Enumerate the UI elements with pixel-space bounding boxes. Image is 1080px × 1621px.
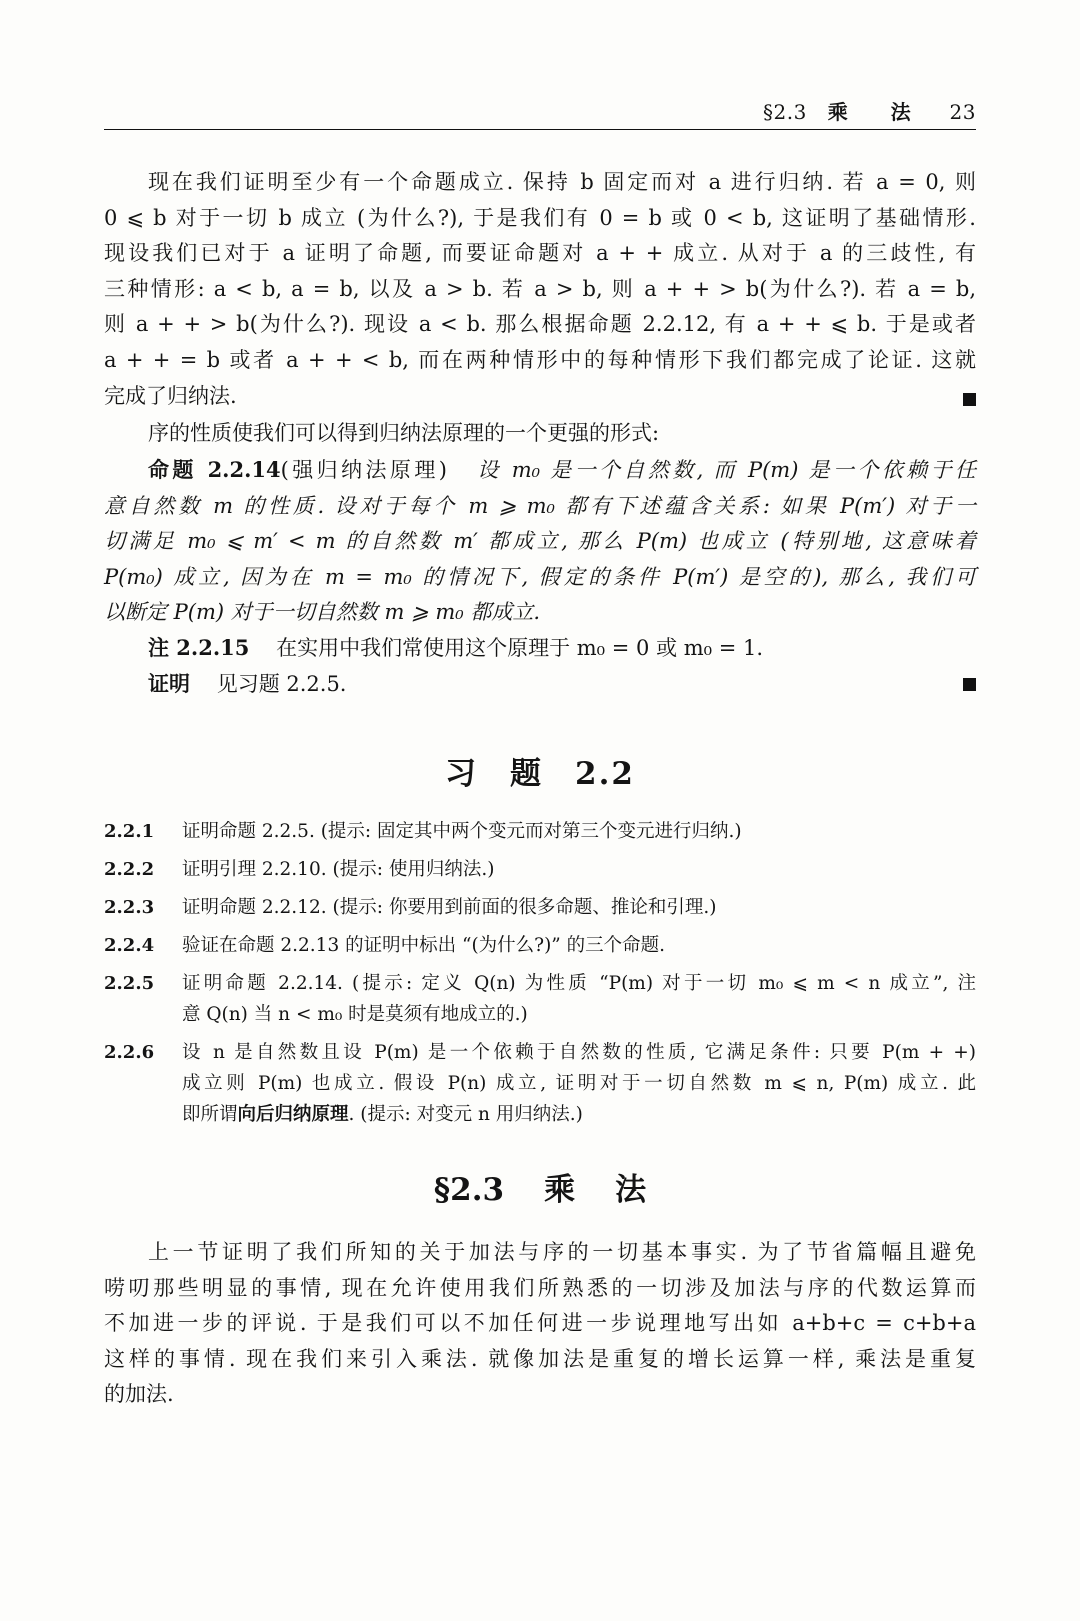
text-line: 三种情形: a < b, a = b, 以及 a > b. 若 a > b, 则 a + + > b(为什么?). 若 a = b, [104, 276, 976, 301]
exercise-item [104, 930, 976, 961]
qed-mark [963, 393, 976, 406]
text-line: 证明引理 2.2.10. (提示: 使用归纳法.) [182, 859, 495, 880]
text-line: 唠叨那些明显的事情, 现在允许使用我们所熟悉的一切涉及加法与序的代数运算而 [104, 1275, 976, 1300]
exercise-item [104, 854, 976, 885]
exercise-item [104, 968, 976, 1030]
section-number: §2.3 [433, 1172, 505, 1208]
exercise-number: 2.2.1 [104, 821, 155, 842]
text-line: 切满足 m₀ ⩽ m′ < m 的自然数 m′ 都成立, 那么 P(m) 也成立 (特别地, 这意味着 [104, 529, 976, 554]
remark-label: 注 2.2.15 [148, 635, 250, 660]
text-line: 意 Q(n) 当 n < m₀ 时是莫须有地成立的.) [182, 1004, 528, 1025]
section-intro-paragraph [104, 1235, 976, 1413]
strong-induction-intro [104, 416, 976, 452]
text-line: 证明命题 2.2.14. (提示: 定义 Q(n) 为性质 “P(m) 对于一切 m₀ ⩽ m < n 成立”, 注 [182, 973, 976, 994]
proposition-label: 命题 2.2.14 [148, 457, 281, 482]
page-number: 23 [949, 100, 976, 124]
section-title-char: 乘 [544, 1172, 576, 1208]
qed-mark [963, 678, 976, 691]
proof-text: 见习题 2.2.5. [216, 672, 347, 696]
text-line: 完成了归纳法. [104, 383, 237, 408]
text-line: 0 ⩽ b 对于一切 b 成立 (为什么?), 于是我们有 0 = b 或 0 < b, 这证明了基础情形. [104, 205, 976, 230]
text-line: 的加法. [104, 1382, 174, 1407]
remark-2-2-15 [104, 630, 976, 667]
text-line [182, 1099, 976, 1130]
text-line: 不加进一步的评说. 于是我们可以不加任何进一步说理地写出如 a+b+c = c+b+a [104, 1311, 976, 1336]
proposition-text: 设 m₀ 是一个自然数, 而 P(m) 是一个依赖于任 [477, 458, 976, 482]
proposition-name: (强归纳法原理) [280, 458, 447, 482]
proof-label: 证明 [148, 671, 190, 696]
remark-text: 在实用中我们常使用这个原理于 m₀ = 0 或 m₀ = 1. [276, 636, 764, 660]
exercise-number: 2.2.3 [104, 897, 155, 918]
heading-number: 2.2 [575, 756, 635, 792]
text-line: 证明命题 2.2.12. (提示: 你要用到前面的很多命题、推论和引理.) [182, 897, 717, 918]
exercise-number: 2.2.4 [104, 935, 155, 956]
text-line: 设 n 是自然数且设 P(m) 是一个依赖于自然数的性质, 它满足条件: 只要 P(m + +) [182, 1042, 976, 1063]
text-line: P(m₀) 成立, 因为在 m = m₀ 的情况下, 假定的条件 P(m′) 是空的), 那么, 我们可 [104, 564, 976, 589]
header-rule [104, 129, 976, 130]
exercise-number: 2.2.5 [104, 973, 155, 994]
text-run: . (提示: 对变元 n 用归纳法.) [348, 1104, 583, 1125]
exercises-heading [0, 748, 1080, 793]
text-line: 证明命题 2.2.5. (提示: 固定其中两个变元而对第三个变元进行归纳.) [182, 821, 742, 842]
text-line: 成立则 P(m) 也成立. 假设 P(n) 成立, 证明对于一切自然数 m ⩽ n, P(m) 成立. 此 [182, 1073, 976, 1094]
exercise-number: 2.2.2 [104, 859, 155, 880]
text-line [104, 630, 976, 667]
text-line: 以断定 P(m) 对于一切自然数 m ⩾ m₀ 都成立. [104, 600, 540, 625]
heading-char: 习 [445, 756, 479, 792]
text-line [104, 666, 976, 703]
section-title-char: 法 [615, 1172, 647, 1208]
text-run: 即所谓 [182, 1104, 238, 1125]
text-line: 验证在命题 2.2.13 的证明中标出 “(为什么?)” 的三个命题. [182, 935, 666, 956]
text-line: 现设我们已对于 a 证明了命题, 而要证命题对 a + + 成立. 从对于 a 的三歧性, 有 [104, 241, 976, 266]
text-line: 现在我们证明至少有一个命题成立. 保持 b 固定而对 a 进行归纳. 若 a = 0, 则 [148, 170, 976, 194]
proposition-2-2-14 [104, 452, 976, 631]
header-title: 乘 法 [827, 100, 929, 124]
exercise-number: 2.2.6 [104, 1042, 155, 1063]
exercise-list [104, 816, 976, 1137]
text-line [104, 452, 976, 489]
heading-char: 题 [510, 756, 544, 792]
text-line: a + + = b 或者 a + + < b, 而在两种情形中的每种情形下我们都完成了论证. 这就 [104, 347, 976, 372]
exercise-item [104, 816, 976, 847]
text-line: 上一节证明了我们所知的关于加法与序的一切基本事实. 为了节省篇幅且避免 [148, 1240, 976, 1264]
header-section: §2.3 [763, 100, 807, 124]
running-header [104, 96, 976, 126]
section-heading [0, 1164, 1080, 1209]
text-line: 序的性质使我们可以得到归纳法原理的一个更强的形式: [148, 421, 660, 445]
exercise-item [104, 1037, 976, 1130]
proof-reference [104, 666, 976, 703]
term-backward-induction: 向后归纳原理 [237, 1104, 349, 1125]
text-line: 则 a + + > b(为什么?). 现设 a < b. 那么根据命题 2.2.12, 有 a + + ⩽ b. 于是或者 [104, 312, 976, 337]
exercise-item [104, 892, 976, 923]
text-line: 这样的事情. 现在我们来引入乘法. 就像加法是重复的增长运算一样, 乘法是重复 [104, 1346, 976, 1371]
text-line: 意自然数 m 的性质. 设对于每个 m ⩾ m₀ 都有下述蕴含关系: 如果 P(m′) 对于一 [104, 493, 976, 518]
proof-paragraph [104, 165, 976, 414]
